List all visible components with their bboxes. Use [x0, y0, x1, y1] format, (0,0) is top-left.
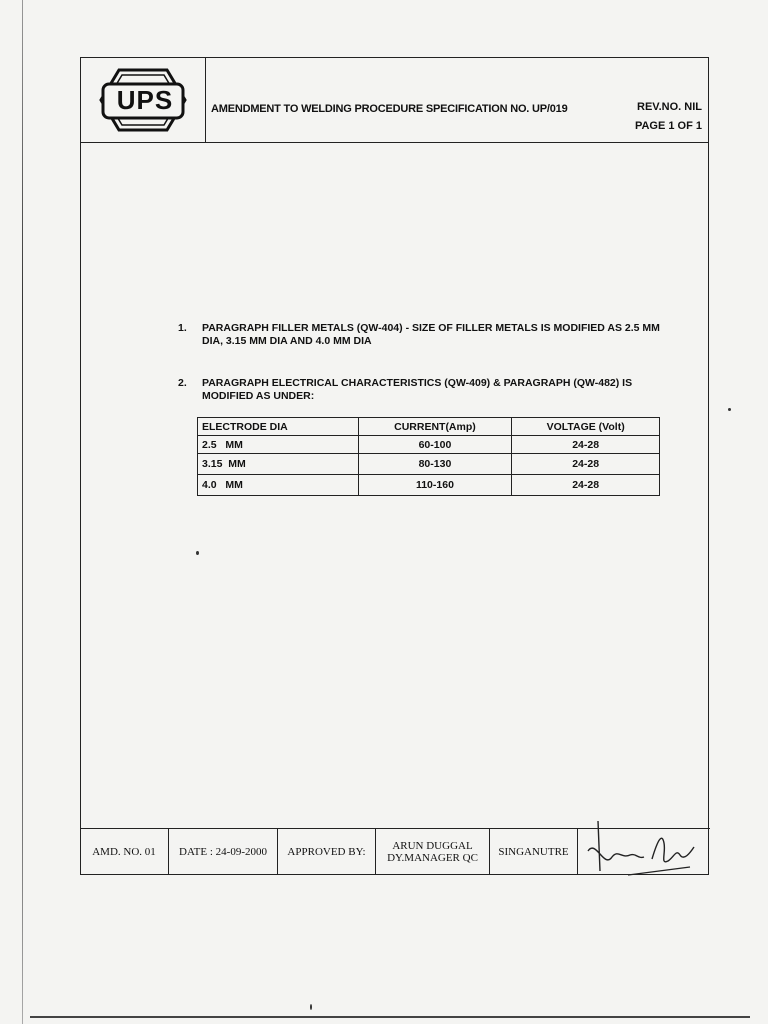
scan-edge-left	[22, 0, 23, 1024]
scan-speck	[310, 1004, 312, 1010]
electrode-dia-cell: 2.5 MM	[198, 436, 359, 454]
item-text: PARAGRAPH ELECTRICAL CHARACTERISTICS (QW-409) & PARAGRAPH (QW-482) IS MODIFIED AS UNDER:	[202, 377, 633, 402]
table-header-row	[198, 418, 660, 436]
handwritten-signature-icon	[578, 809, 710, 879]
voltage-cell: 24-28	[512, 475, 660, 496]
signature-label: SINGANUTRE	[490, 829, 578, 875]
document-title: AMENDMENT TO WELDING PROCEDURE SPECIFICATION NO. UP/019	[211, 103, 568, 115]
approver-title: DY.MANAGER QC	[387, 852, 478, 864]
scan-speck	[728, 408, 731, 411]
item-text: PARAGRAPH FILLER METALS (QW-404) - SIZE OF FILLER METALS IS MODIFIED AS 2.5 MM DIA, 3.15 MM DIA AND 4.0 MM DIA	[202, 322, 660, 347]
approver	[376, 829, 490, 875]
logo-cell	[81, 58, 206, 142]
voltage-cell: 24-28	[512, 436, 660, 454]
item-number: 1.	[178, 322, 187, 334]
current-cell: 80-130	[358, 454, 512, 475]
scan-speck	[196, 551, 199, 555]
page-number: PAGE 1 OF 1	[634, 120, 702, 132]
column-header-voltage: VOLTAGE (Volt)	[512, 418, 660, 436]
column-header-electrode-dia: ELECTRODE DIA	[198, 418, 359, 436]
document-header	[81, 58, 708, 143]
scan-edge-bottom	[30, 1016, 750, 1018]
amendment-date: DATE : 24-09-2000	[169, 829, 278, 875]
electrode-dia-cell: 4.0 MM	[198, 475, 359, 496]
approved-by-label: APPROVED BY:	[278, 829, 376, 875]
revision-number: REV.NO. NIL	[637, 101, 702, 113]
column-header-current: CURRENT(Amp)	[358, 418, 512, 436]
electrical-characteristics-table	[197, 417, 660, 496]
document-sheet	[80, 57, 709, 875]
document-footer	[80, 828, 710, 875]
current-cell: 60-100	[358, 436, 512, 454]
table-row	[198, 454, 660, 475]
item-number: 2.	[178, 377, 187, 389]
signature-cell	[578, 829, 710, 875]
electrode-dia-cell: 3.15 MM	[198, 454, 359, 475]
logo-text: UPS	[116, 85, 174, 115]
voltage-cell: 24-28	[512, 454, 660, 475]
amendment-number: AMD. NO. 01	[80, 829, 169, 875]
current-cell: 110-160	[358, 475, 512, 496]
approver-name: ARUN DUGGAL	[392, 840, 473, 852]
table-row	[198, 475, 660, 496]
table-row	[198, 436, 660, 454]
